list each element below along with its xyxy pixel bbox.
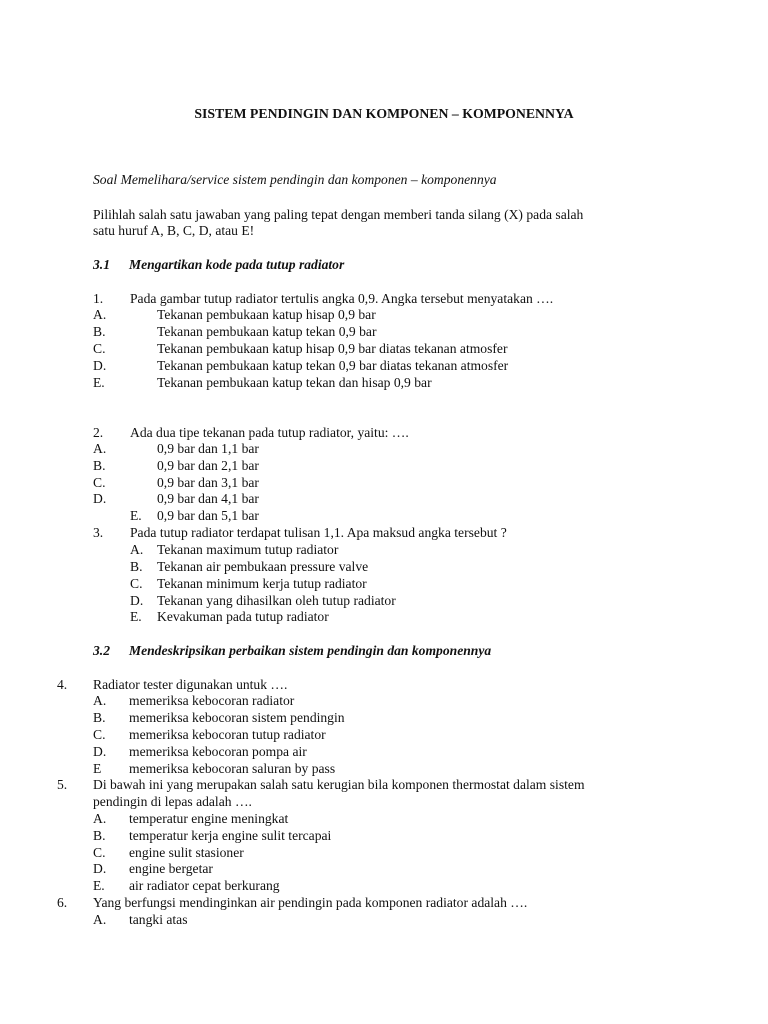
option-text: engine bergetar: [129, 861, 213, 876]
question-number: 4.: [57, 677, 68, 692]
option-letter: B.: [93, 828, 106, 843]
section-number: 3.2: [93, 643, 110, 658]
option-letter: B.: [93, 458, 106, 473]
option-letter: D.: [93, 491, 107, 506]
page-title: SISTEM PENDINGIN DAN KOMPONEN – KOMPONENNYA: [194, 106, 574, 121]
option-text: Tekanan pembukaan katup tekan dan hisap 0,9 bar: [157, 375, 432, 390]
option-text: memeriksa kebocoran tutup radiator: [129, 727, 326, 742]
option-letter: A.: [93, 441, 107, 456]
option-text: Tekanan air pembukaan pressure valve: [157, 559, 369, 574]
option-letter: A.: [130, 542, 144, 557]
option-letter: D.: [93, 744, 107, 759]
question-number: 1.: [93, 291, 104, 306]
option-text: 0,9 bar dan 2,1 bar: [157, 458, 259, 473]
option-text: 0,9 bar dan 5,1 bar: [157, 508, 259, 523]
question-text: Yang berfungsi mendinginkan air pendingin pada komponen radiator adalah ….: [93, 895, 528, 910]
option-letter: B.: [130, 559, 143, 574]
option-letter: A.: [93, 811, 107, 826]
option-letter: E.: [130, 508, 142, 523]
question-text: Di bawah ini yang merupakan salah satu kerugian bila komponen thermostat dalam sistem: [93, 777, 585, 792]
option-text: temperatur engine meningkat: [129, 811, 289, 826]
option-text: 0,9 bar dan 1,1 bar: [157, 441, 259, 456]
option-letter: C.: [93, 845, 106, 860]
question-text: Radiator tester digunakan untuk ….: [93, 677, 288, 692]
option-text: engine sulit stasioner: [129, 845, 244, 860]
option-letter: E.: [93, 375, 105, 390]
option-letter: E.: [93, 878, 105, 893]
instruction-line-2: satu huruf A, B, C, D, atau E!: [93, 223, 255, 238]
option-letter: B.: [93, 710, 106, 725]
option-letter: E: [93, 761, 102, 776]
option-text: 0,9 bar dan 3,1 bar: [157, 475, 259, 490]
option-letter: D.: [93, 358, 107, 373]
option-letter: A.: [93, 307, 107, 322]
option-text: Tekanan minimum kerja tutup radiator: [157, 576, 367, 591]
option-text: Tekanan pembukaan katup hisap 0,9 bar: [157, 307, 376, 322]
section-title: Mendeskripsikan perbaikan sistem pendingin dan komponennya: [129, 643, 492, 658]
option-letter: C.: [93, 727, 106, 742]
option-text: tangki atas: [129, 912, 188, 927]
question-number: 6.: [57, 895, 68, 910]
section-number: 3.1: [93, 257, 110, 272]
option-text: memeriksa kebocoran sistem pendingin: [129, 710, 345, 725]
option-letter: B.: [93, 324, 106, 339]
option-text: Tekanan pembukaan katup tekan 0,9 bar: [157, 324, 377, 339]
option-letter: D.: [130, 593, 144, 608]
question-text-continued: pendingin di lepas adalah ….: [93, 794, 252, 809]
question-number: 2.: [93, 425, 104, 440]
subtitle: Soal Memelihara/service sistem pendingin dan komponen – komponennya: [93, 172, 497, 187]
question-text: Pada gambar tutup radiator tertulis angka 0,9. Angka tersebut menyatakan ….: [130, 291, 554, 306]
question-number: 3.: [93, 525, 104, 540]
option-text: Tekanan yang dihasilkan oleh tutup radiator: [157, 593, 396, 608]
option-text: Tekanan pembukaan katup tekan 0,9 bar diatas tekanan atmosfer: [157, 358, 509, 373]
option-letter: D.: [93, 861, 107, 876]
option-text: temperatur kerja engine sulit tercapai: [129, 828, 332, 843]
option-text: memeriksa kebocoran pompa air: [129, 744, 307, 759]
option-letter: E.: [130, 609, 142, 624]
instruction-line-1: Pilihlah salah satu jawaban yang paling tepat dengan memberi tanda silang (X) pada salah: [93, 207, 584, 222]
option-letter: C.: [130, 576, 143, 591]
option-text: memeriksa kebocoran saluran by pass: [129, 761, 336, 776]
question-text: Ada dua tipe tekanan pada tutup radiator, yaitu: ….: [130, 425, 409, 440]
option-letter: A.: [93, 693, 107, 708]
question-text: Pada tutup radiator terdapat tulisan 1,1. Apa maksud angka tersebut ?: [130, 525, 507, 540]
question-number: 5.: [57, 777, 68, 792]
option-text: memeriksa kebocoran radiator: [129, 693, 295, 708]
option-text: Kevakuman pada tutup radiator: [157, 609, 329, 624]
option-letter: C.: [93, 341, 106, 356]
option-text: Tekanan pembukaan katup hisap 0,9 bar diatas tekanan atmosfer: [157, 341, 508, 356]
option-text: air radiator cepat berkurang: [129, 878, 280, 893]
section-title: Mengartikan kode pada tutup radiator: [129, 257, 345, 272]
option-text: 0,9 bar dan 4,1 bar: [157, 491, 259, 506]
option-letter: C.: [93, 475, 106, 490]
option-text: Tekanan maximum tutup radiator: [157, 542, 339, 557]
option-letter: A.: [93, 912, 107, 927]
